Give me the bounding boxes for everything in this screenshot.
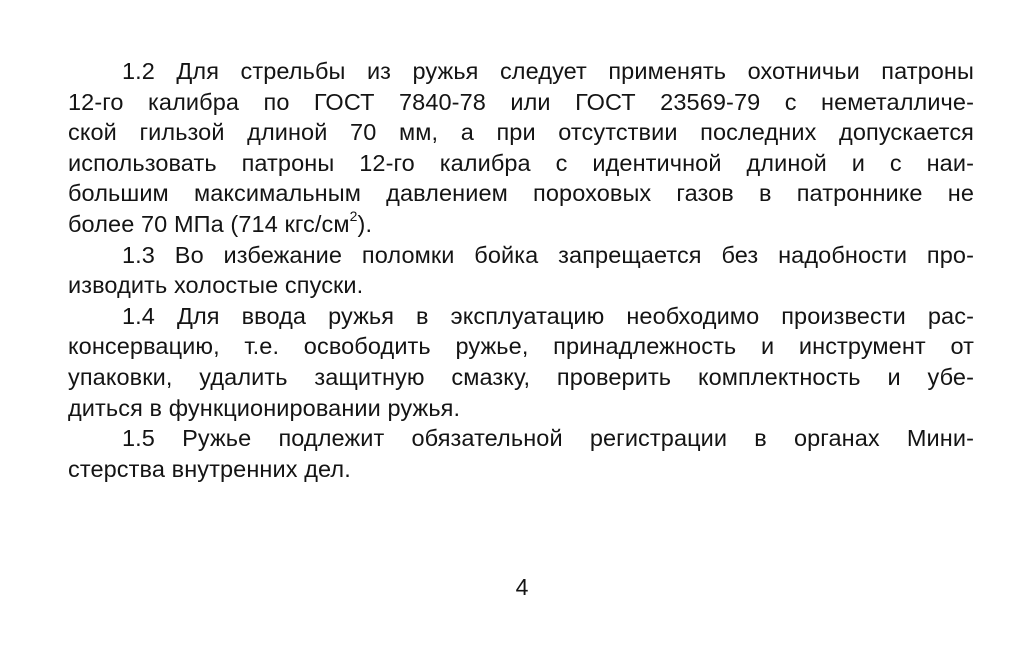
paragraph-line: 1.2 Для стрельбы из ружья следует применять охотничьи патроны: [122, 58, 974, 84]
pressure-text: более 70 МПа (714 кгс/см: [68, 210, 350, 237]
superscript-two: 2: [349, 208, 358, 225]
paragraph-line: 1.3 Во избежание поломки бойка запрещается без надобности про-: [122, 241, 974, 268]
paragraph-line: стерства внутренних дел.: [68, 455, 351, 482]
paragraph-1-5: [68, 423, 974, 484]
paragraph-last-line: [68, 209, 974, 240]
paragraph-line: консервацию, т.е. освободить ружье, принадлежность и инструмент от: [68, 333, 974, 360]
paragraph-line: упаковки, удалить защитную смазку, проверить комплектность и убе-: [68, 363, 974, 390]
page-number: 4: [515, 574, 529, 600]
paragraph-line: диться в функционировании ружья.: [68, 394, 461, 421]
paragraph-1-2: [68, 56, 974, 240]
paragraph-line: 1.5 Ружье подлежит обязательной регистрации в органах Мини-: [122, 425, 974, 452]
paragraph-line: использовать патроны 12-го калибра с идентичной длиной и с наи-: [68, 149, 974, 176]
paragraph-line: большим максимальным давлением пороховых газов в патроннике не: [68, 180, 974, 207]
paragraph-line: 12-го калибра по ГОСТ 7840-78 или ГОСТ 23569-79 с неметалличе-: [68, 88, 974, 115]
paragraph-1-4: [68, 301, 974, 423]
document-body: [68, 56, 974, 484]
paragraph-line: ской гильзой длиной 70 мм, а при отсутствии последних допускается: [68, 119, 974, 146]
closing-text: ).: [357, 210, 373, 237]
paragraph-1-3: [68, 240, 974, 301]
paragraph-line: 1.4 Для ввода ружья в эксплуатацию необходимо произвести рас-: [122, 302, 974, 329]
paragraph-line: изводить холостые спуски.: [68, 272, 364, 299]
